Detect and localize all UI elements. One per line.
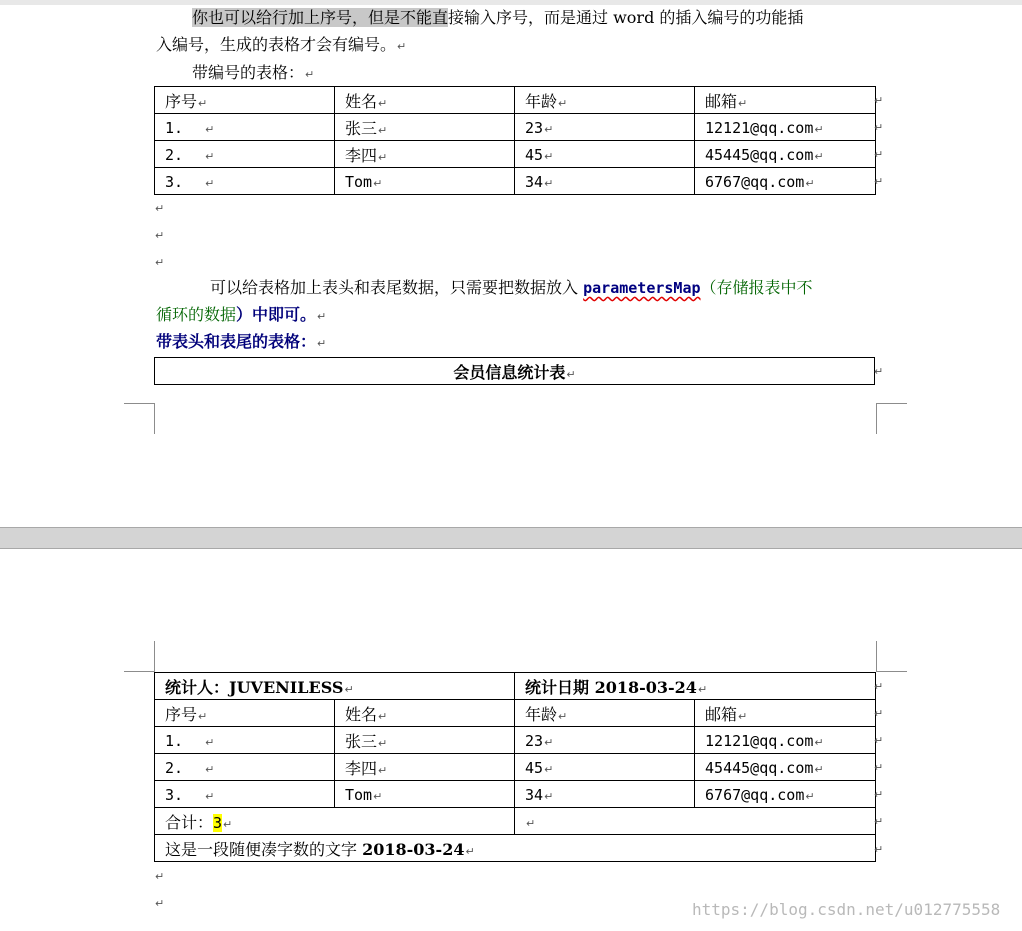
stat-person-cell[interactable]: 统计人：JUVENILESS↵ — [155, 673, 515, 700]
crop-mark — [876, 671, 907, 672]
table-cell[interactable]: 45↵ — [515, 754, 695, 781]
paragraph-mark-icon: ↵ — [317, 310, 327, 323]
paragraph-mark-icon: ↵ — [305, 68, 315, 81]
table-cell[interactable]: 12121@qq.com↵ — [695, 727, 876, 754]
table-row — [155, 358, 875, 385]
row-end-mark-icon: ↵ — [874, 843, 884, 856]
report-title-table[interactable] — [154, 357, 875, 385]
table-row — [155, 168, 876, 195]
crop-mark — [154, 641, 155, 672]
header-cell[interactable]: 姓名↵ — [335, 87, 515, 114]
empty-paragraph-mark-icon[interactable]: ↵ — [155, 256, 165, 269]
table-cell[interactable]: 45445@qq.com↵ — [695, 141, 876, 168]
table-row — [155, 141, 876, 168]
empty-paragraph-mark-icon[interactable]: ↵ — [155, 897, 165, 910]
table-footer-row — [155, 835, 876, 862]
row-end-mark-icon: ↵ — [874, 788, 884, 801]
paragraph-mark-icon: ↵ — [317, 337, 327, 350]
footer-text-cell[interactable]: 这是一段随便凑字数的文字 2018-03-24↵ — [155, 835, 876, 862]
table-cell[interactable]: 1. ↵ — [155, 114, 335, 141]
header-cell[interactable]: 年龄↵ — [515, 700, 695, 727]
table-cell[interactable]: 2. ↵ — [155, 141, 335, 168]
table-cell[interactable]: 李四↵ — [335, 141, 515, 168]
table-cell[interactable]: 2. ↵ — [155, 754, 335, 781]
crop-mark — [154, 403, 155, 434]
table-total-row — [155, 808, 876, 835]
header-cell[interactable]: 邮箱↵ — [695, 700, 876, 727]
total-value: 3 — [213, 813, 223, 832]
table-cell[interactable]: 12121@qq.com↵ — [695, 114, 876, 141]
paragraph-mark-icon: ↵ — [397, 40, 407, 53]
selected-text[interactable]: 你也可以给行加上序号，但是不能直 — [192, 8, 449, 27]
paragraph-numbering-line1[interactable]: 你也可以给行加上序号，但是不能直接输入序号，而是通过 word 的插入编号的功能插 — [192, 8, 804, 27]
header-cell[interactable]: 年龄↵ — [515, 87, 695, 114]
header-cell[interactable]: 邮箱↵ — [695, 87, 876, 114]
row-end-mark-icon: ↵ — [874, 815, 884, 828]
paragraph-parametersmap-line1[interactable]: 可以给表格加上表头和表尾数据，只需要把数据放入 parametersMap（存储报表中不 — [210, 278, 813, 297]
row-end-mark-icon: ↵ — [874, 734, 884, 747]
table-cell[interactable]: 3. ↵ — [155, 781, 335, 808]
empty-paragraph-mark-icon[interactable]: ↵ — [155, 870, 165, 883]
table-cell[interactable]: 张三↵ — [335, 114, 515, 141]
table-cell[interactable]: 23↵ — [515, 114, 695, 141]
code-parametersmap: parametersMap — [583, 279, 701, 297]
paragraph-parametersmap-line2[interactable]: 循环的数据）中即可。↵ — [156, 305, 327, 324]
table-cell[interactable]: 6767@qq.com↵ — [695, 168, 876, 195]
header-cell[interactable]: 姓名↵ — [335, 700, 515, 727]
row-end-mark-icon: ↵ — [874, 94, 884, 107]
table-row — [155, 781, 876, 808]
empty-cell[interactable]: ↵ — [515, 808, 876, 835]
table-row — [155, 754, 876, 781]
numbered-table-label[interactable]: 带编号的表格：↵ — [192, 63, 315, 82]
row-end-mark-icon: ↵ — [874, 121, 884, 134]
table-row — [155, 114, 876, 141]
crop-mark — [876, 403, 907, 404]
numbered-table[interactable] — [154, 86, 876, 195]
table-cell[interactable]: 34↵ — [515, 781, 695, 808]
table-cell[interactable]: 李四↵ — [335, 754, 515, 781]
table-cell[interactable]: Tom↵ — [335, 781, 515, 808]
table-row — [155, 727, 876, 754]
row-end-mark-icon: ↵ — [874, 148, 884, 161]
table-cell[interactable]: 23↵ — [515, 727, 695, 754]
total-cell[interactable]: 合计：3↵ — [155, 808, 515, 835]
table-cell[interactable]: Tom↵ — [335, 168, 515, 195]
crop-mark — [876, 641, 877, 672]
table-header-row — [155, 700, 876, 727]
table-cell[interactable]: 45↵ — [515, 141, 695, 168]
watermark-url: https://blog.csdn.net/u012775558 — [692, 900, 1001, 919]
table-header-row — [155, 87, 876, 114]
table-meta-row — [155, 673, 876, 700]
table-cell[interactable]: 6767@qq.com↵ — [695, 781, 876, 808]
empty-paragraph-mark-icon[interactable]: ↵ — [155, 229, 165, 242]
header-footer-table-label[interactable]: 带表头和表尾的表格：↵ — [156, 332, 327, 351]
table-cell[interactable]: 45445@qq.com↵ — [695, 754, 876, 781]
report-title-cell[interactable]: 会员信息统计表↵ — [155, 358, 875, 385]
row-end-mark-icon: ↵ — [874, 365, 884, 378]
crop-mark — [876, 403, 877, 434]
row-end-mark-icon: ↵ — [874, 175, 884, 188]
table-cell[interactable]: 张三↵ — [335, 727, 515, 754]
paragraph-numbering-line2[interactable]: 入编号，生成的表格才会有编号。↵ — [156, 35, 407, 54]
table-cell[interactable]: 3. ↵ — [155, 168, 335, 195]
row-end-mark-icon: ↵ — [874, 680, 884, 693]
table-cell[interactable]: 34↵ — [515, 168, 695, 195]
crop-mark — [124, 671, 155, 672]
row-end-mark-icon: ↵ — [874, 707, 884, 720]
stat-date-cell[interactable]: 统计日期 2018-03-24↵ — [515, 673, 876, 700]
page-break-gap — [0, 527, 1022, 549]
crop-mark — [124, 403, 155, 404]
table-cell[interactable]: 1. ↵ — [155, 727, 335, 754]
header-cell[interactable]: 序号↵ — [155, 700, 335, 727]
row-end-mark-icon: ↵ — [874, 761, 884, 774]
header-cell[interactable]: 序号↵ — [155, 87, 335, 114]
report-table[interactable] — [154, 672, 876, 862]
empty-paragraph-mark-icon[interactable]: ↵ — [155, 202, 165, 215]
